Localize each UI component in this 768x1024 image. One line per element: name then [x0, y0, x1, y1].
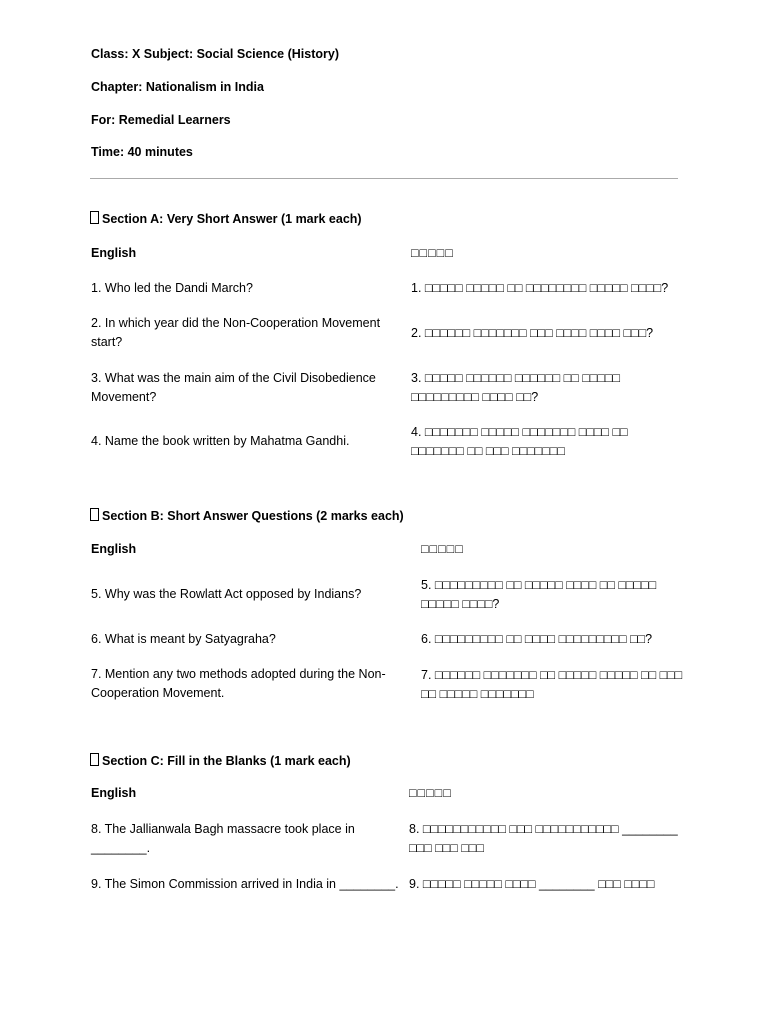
section-c-col-english: English	[91, 786, 137, 800]
question-6-en: 6. What is meant by Satyagraha?	[91, 632, 276, 646]
question-2-hi: 2. □□□□□□ □□□□□□□ □□□ □□□□ □□□□ □□□?	[411, 326, 654, 340]
class-subject-line: Class: X Subject: Social Science (History)	[91, 47, 339, 61]
section-b-heading	[90, 508, 404, 523]
question-4-en: 4. Name the book written by Mahatma Gandhi.	[91, 434, 350, 448]
checkbox-glyph-icon	[90, 508, 99, 521]
question-7-hi: 7. □□□□□□ □□□□□□□ □□ □□□□□ □□□□□ □□ □□□ □□ □□□□□ □□□□□□□	[421, 668, 683, 701]
section-b-title: Section B: Short Answer Questions (2 marks each)	[102, 509, 404, 523]
question-1-en: 1. Who led the Dandi March?	[91, 281, 253, 295]
section-b-col-hindi: □□□□□	[421, 542, 464, 556]
question-1-hi: 1. □□□□□ □□□□□ □□ □□□□□□□□ □□□□□ □□□□?	[411, 281, 669, 295]
section-c-col-hindi: □□□□□	[409, 786, 452, 800]
question-7-en: 7. Mention any two methods adopted during the Non-Cooperation Movement.	[91, 667, 386, 700]
section-c-heading	[90, 753, 351, 768]
section-a-title: Section A: Very Short Answer (1 mark each)	[102, 212, 362, 226]
question-6-hi: 6. □□□□□□□□□ □□ □□□□ □□□□□□□□□ □□?	[421, 632, 653, 646]
section-a-heading	[90, 211, 362, 226]
section-b-col-english: English	[91, 542, 137, 556]
question-8-hi: 8. □□□□□□□□□□□ □□□ □□□□□□□□□□□ ________ □□□ □□□ □□□	[409, 822, 678, 855]
section-a-col-hindi: □□□□□	[411, 246, 454, 260]
time-line: Time: 40 minutes	[91, 145, 193, 159]
question-5-en: 5. Why was the Rowlatt Act opposed by Indians?	[91, 587, 362, 601]
question-9-en: 9. The Simon Commission arrived in India in ________.	[91, 877, 399, 891]
audience-line: For: Remedial Learners	[91, 113, 231, 127]
checkbox-glyph-icon	[90, 211, 99, 224]
section-a-col-english: English	[91, 246, 137, 260]
question-2-en: 2. In which year did the Non-Cooperation Movement start?	[91, 316, 381, 349]
checkbox-glyph-icon	[90, 753, 99, 766]
section-c-title: Section C: Fill in the Blanks (1 mark each)	[102, 754, 351, 768]
question-3-hi: 3. □□□□□ □□□□□□ □□□□□□ □□ □□□□□ □□□□□□□□□ □□□□ □□?	[411, 371, 620, 404]
question-5-hi: 5. □□□□□□□□□ □□ □□□□□ □□□□ □□ □□□□□ □□□□□ □□□□?	[421, 578, 657, 611]
question-3-en: 3. What was the main aim of the Civil Disobedience Movement?	[91, 371, 376, 404]
divider-line	[90, 178, 678, 179]
chapter-line: Chapter: Nationalism in India	[91, 80, 264, 94]
question-8-en: 8. The Jallianwala Bagh massacre took place in ________.	[91, 822, 355, 855]
question-4-hi: 4. □□□□□□□ □□□□□ □□□□□□□ □□□□ □□ □□□□□□□ □□ □□□ □□□□□□□	[411, 425, 628, 458]
question-9-hi: 9. □□□□□ □□□□□ □□□□ ________ □□□ □□□□	[409, 877, 655, 891]
